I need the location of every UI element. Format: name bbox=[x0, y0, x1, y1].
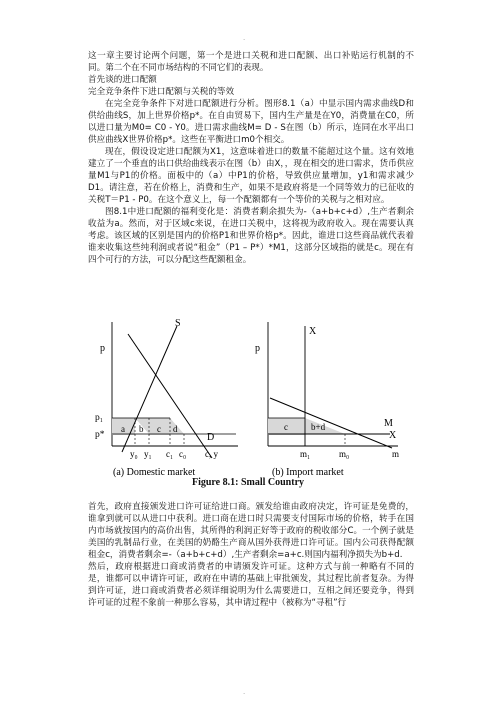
paragraph: 首先谈的进口配额 bbox=[88, 75, 157, 85]
import-market-panel bbox=[255, 322, 399, 478]
area-d-label: d bbox=[173, 424, 178, 434]
c0-tick: c₀ bbox=[179, 449, 187, 459]
body-text-top bbox=[88, 50, 414, 266]
figure-title: Figure 8.1: Small Country bbox=[191, 477, 305, 488]
y1-tick: y₁ bbox=[144, 449, 152, 459]
body-text-bottom bbox=[88, 501, 414, 609]
area-b-label: b bbox=[139, 424, 144, 434]
supply-label: S bbox=[175, 318, 181, 329]
area-c-label: c bbox=[157, 424, 161, 434]
demand-label: D bbox=[207, 432, 215, 443]
panel-a-caption: (a) Domestic market bbox=[113, 467, 196, 478]
area-c-import-label: c bbox=[284, 422, 288, 432]
m-axis-tick: m bbox=[392, 449, 400, 459]
x-label: X bbox=[389, 430, 397, 441]
m1-tick: m₁ bbox=[300, 449, 311, 459]
header-dot: . bbox=[243, 34, 246, 42]
footer-dot: . bbox=[243, 688, 246, 696]
figure-8-1 bbox=[0, 306, 496, 486]
pstar-tick: p* bbox=[95, 430, 105, 440]
area-bd-label: b+d bbox=[311, 422, 326, 432]
paragraph: 然后，政府根据进口商或消费者的申请颁发许可证。这种方式与前一种略有不同的是，谁都可以申请许可证，政府在申请的基础上审批颁发，其过程比前者复杂。为得到许可证，进口商或消费者必须详细说明为什么需要进口，互相之间还要竞争，得到许可证的过程不象前一种那么容易，其申请过程中（被称为“寻租”行 bbox=[88, 562, 414, 608]
paragraph: 首先，政府直接颁发进口许可证给进口商。颁发给谁由政府决定，许可证是免费的，谁拿到就可以从进口中获利。进口商在进口时只需要支付国际市场的价格，转手在国内市场就按国内的高价出售，其所得的利润正好等于政府的税收部分C。一个例子就是美国的乳制品行业，在美国的奶酪生产商从国外获得进口许可证。国内公司获得配额租金c，消费者剩余=-（a+b+c+d）,生产者剩余=a+c.则国内福利净损失为b+d. bbox=[88, 502, 414, 560]
cy-tick: c, y bbox=[205, 449, 218, 459]
panel-a-ylabel: p bbox=[100, 343, 105, 354]
paragraph: 图8.1中进口配额的福利变化是：消费者剩余损失为-（a+b+c+d）,生产者剩余收益为a。然而，对于区域c来说，在进口关税中，这将视为政府收入。现在需要认真考虑。该区域的区别是国内的价格P1和世界价格p*。因此，谁进口这些商品就代表着谁来收集这些纯利润或者说“租金”（P1 – P*）*M1，这部分区域指的就是c。现在有四个可行的方法，可以分配这些配额租金。 bbox=[88, 207, 414, 265]
m0-tick: m₀ bbox=[339, 449, 350, 459]
y0-tick: y₀ bbox=[130, 449, 138, 459]
m-curve-label: M bbox=[384, 418, 393, 429]
paragraph: 这一章主要讨论两个问题，第一个是进口关税和进口配额、出口补贴运行机制的不同。第二个在不同市场结构的不同它们的表现。 bbox=[88, 51, 414, 73]
paragraph: 完全竞争条件下进口配额与关税的等效 bbox=[88, 87, 235, 97]
panel-b-caption: (b) Import market bbox=[272, 467, 344, 478]
p1-tick: p₁ bbox=[95, 413, 104, 423]
quota-label: X bbox=[309, 326, 317, 337]
paragraph: 现在，假设设定进口配额为X1，这意味着进口的数量不能超过这个量。这有效地建立了一个垂直的出口供给曲线表示在图（b）由X，，现在相交的进口需求，货币供应量M1与P1的价格。面板中的（a）中P1的价格，导致供应量增加，y1和需求减少D1。请注意，若在价格上，消费和生产，如果不是政府将是一个同等效力的已征收的关税T＝P1 - P0。在这个意义上，每一个配额都有一个等价的关税与之相对应。 bbox=[88, 147, 414, 205]
panel-b-ylabel: p bbox=[255, 343, 260, 354]
area-a-label: a bbox=[121, 424, 125, 434]
c1-tick: c₁ bbox=[166, 449, 174, 459]
paragraph: 在完全竞争条件下对进口配额进行分析。图形8.1（a）中显示国内需求曲线D和供给曲线S，加上世界价格p*。在自由贸易下，国内生产量是在Y0，消费量在C0，所以进口量为M0= C0 - Y0。进口需求曲线M= D - S在图（b）所示，连同在水平出口供应曲线X世界价格p*。这些在平衡进口m0个相交。 bbox=[88, 99, 414, 145]
domestic-market-panel bbox=[95, 318, 238, 478]
